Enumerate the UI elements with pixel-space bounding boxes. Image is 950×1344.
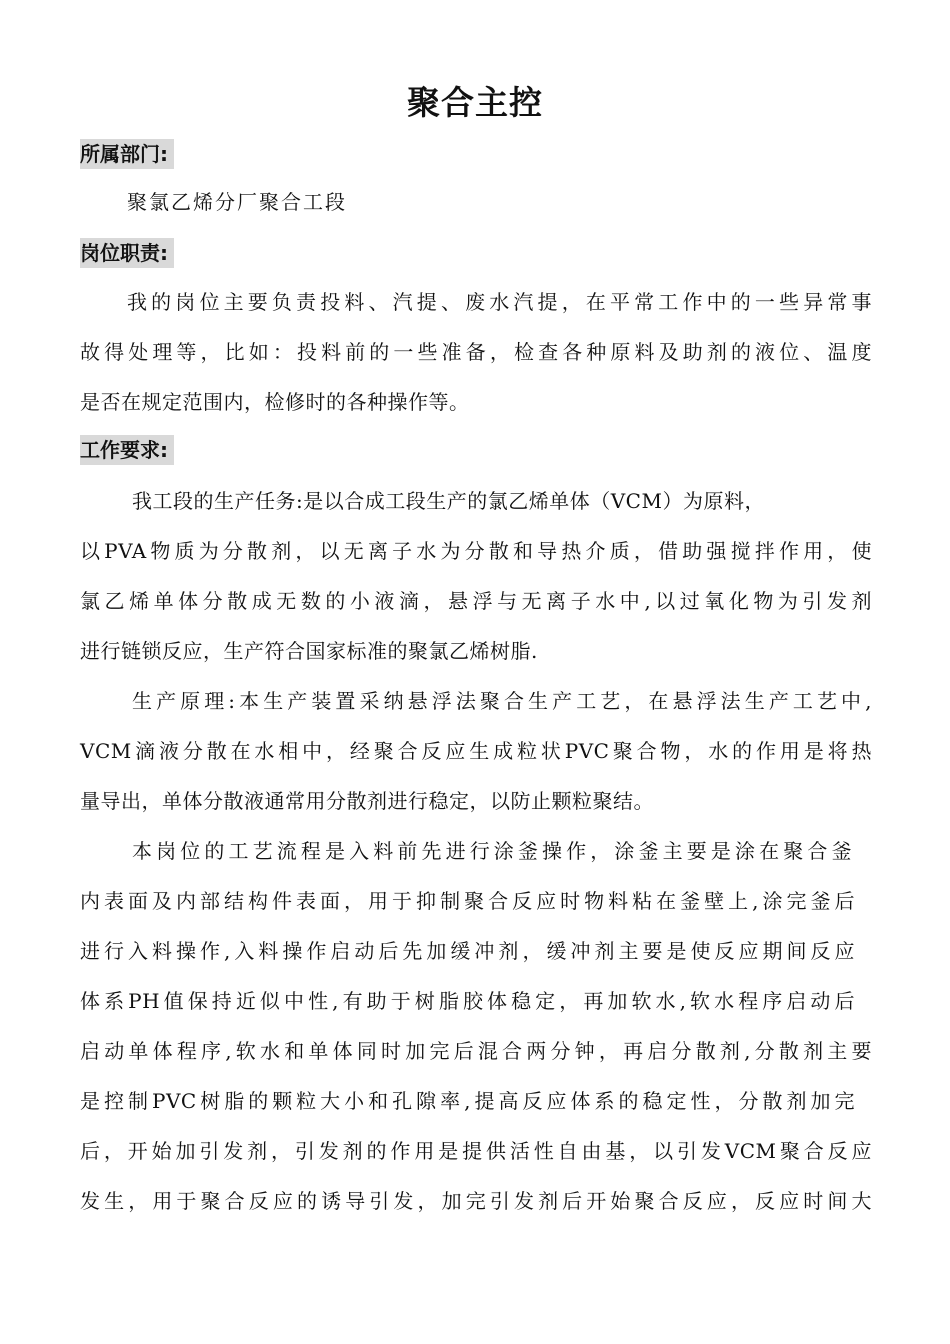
requirements-p2-line: 生产原理:本生产装置采纳悬浮法聚合生产工艺，在悬浮法生产工艺中, bbox=[132, 689, 872, 713]
page-title: 聚合主控 bbox=[407, 83, 543, 122]
requirements-p1-line: 进行链锁反应，生产符合国家标准的聚氯乙烯树脂. bbox=[80, 639, 538, 663]
section-heading-duties: 岗位职责: bbox=[80, 238, 174, 268]
requirements-p3-line: 后，开始加引发剂，引发剂的作用是提供活性自由基，以引发VCM聚合反应 bbox=[80, 1139, 872, 1163]
requirements-p2-line: VCM滴液分散在水相中，经聚合反应生成粒状PVC聚合物，水的作用是将热 bbox=[80, 739, 872, 763]
requirements-p1-line: 以PVA物质为分散剂，以无离子水为分散和导热介质，借助强搅拌作用，使 bbox=[80, 539, 872, 563]
section-heading-requirements: 工作要求: bbox=[80, 435, 174, 465]
requirements-p3-line: 发生，用于聚合反应的诱导引发，加完引发剂后开始聚合反应，反应时间大 bbox=[80, 1189, 872, 1213]
duties-line: 故得处理等，比如：投料前的一些准备，检查各种原料及助剂的液位、温度 bbox=[80, 340, 872, 364]
requirements-p3-line: 本岗位的工艺流程是入料前先进行涂釜操作，涂釜主要是涂在聚合釜 bbox=[132, 839, 852, 863]
requirements-p1-line: 我工段的生产任务:是以合成工段生产的氯乙烯单体（VCM）为原料， bbox=[132, 489, 765, 513]
requirements-p3-line: 启动单体程序,软水和单体同时加完后混合两分钟，再启分散剂,分散剂主要 bbox=[80, 1039, 872, 1063]
requirements-p1-line: 氯乙烯单体分散成无数的小液滴，悬浮与无离子水中,以过氧化物为引发剂 bbox=[80, 589, 872, 613]
requirements-p2-line: 量导出，单体分散液通常用分散剂进行稳定，以防止颗粒聚结。 bbox=[80, 789, 654, 813]
requirements-p3-line: 体系PH值保持近似中性,有助于树脂胶体稳定，再加软水,软水程序启动后 bbox=[80, 989, 855, 1013]
section-heading-department: 所属部门: bbox=[80, 139, 174, 169]
requirements-p3-line: 内表面及内部结构件表面，用于抑制聚合反应时物料粘在釜壁上,涂完釜后 bbox=[80, 889, 855, 913]
requirements-p3-line: 进行入料操作,入料操作启动后先加缓冲剂，缓冲剂主要是使反应期间反应 bbox=[80, 939, 855, 963]
duties-line: 是否在规定范围内，检修时的各种操作等。 bbox=[80, 390, 470, 414]
department-text: 聚氯乙烯分厂聚合工段 bbox=[127, 190, 347, 214]
duties-line: 我的岗位主要负责投料、汽提、废水汽提，在平常工作中的一些异常事 bbox=[127, 290, 872, 314]
requirements-p3-line: 是控制PVC树脂的颗粒大小和孔隙率,提高反应体系的稳定性，分散剂加完 bbox=[80, 1089, 855, 1113]
